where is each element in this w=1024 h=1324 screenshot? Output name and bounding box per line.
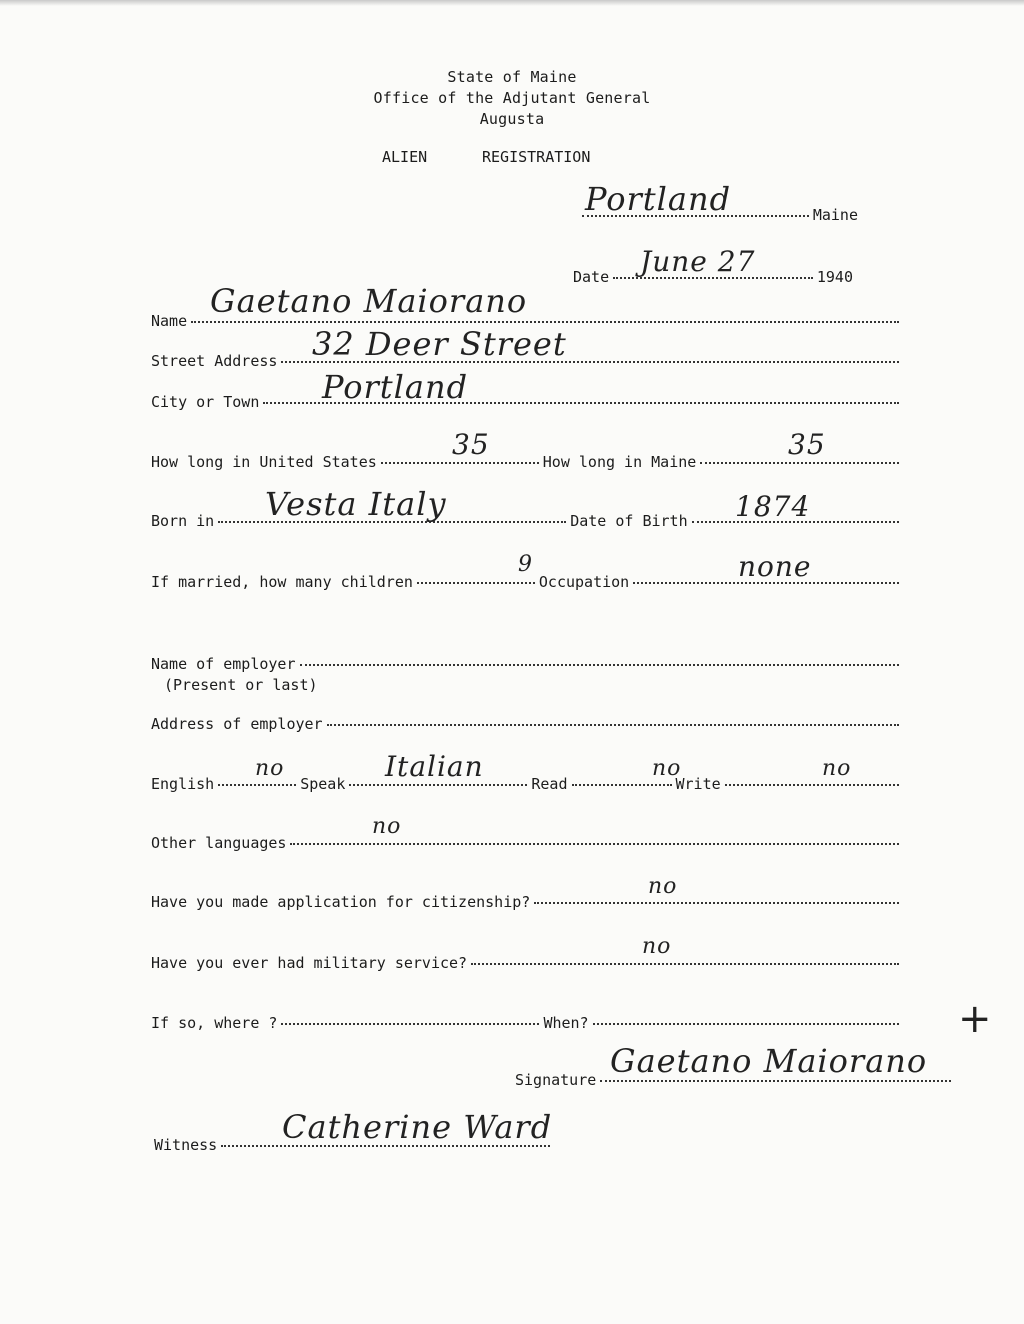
occupation-value: none [738, 550, 812, 583]
name-value: Gaetano Maiorano [210, 282, 528, 320]
military-label: Have you ever had military service? [151, 954, 468, 972]
where-label: If so, where ? [151, 1014, 278, 1032]
maine-long-dots [700, 462, 899, 464]
write-value: no [822, 756, 852, 781]
speak-dots [349, 784, 527, 786]
date-value: June 27 [640, 245, 756, 278]
header-office: Office of the Adjutant General [373, 89, 651, 107]
when-dots [593, 1023, 899, 1025]
children-label: If married, how many children [151, 573, 413, 591]
read-label: Read [531, 775, 568, 793]
name-dots [191, 321, 899, 323]
citizenship-row [151, 893, 903, 911]
where-row [151, 1014, 903, 1032]
occupation-label: Occupation [538, 573, 630, 591]
write-label: Write [675, 775, 721, 793]
other-lang-label: Other languages [151, 834, 287, 852]
title-alien: ALIEN [382, 148, 428, 166]
signature-dots [600, 1080, 951, 1082]
street-value: 32 Deer Street [312, 325, 567, 363]
place-suffix: Maine [812, 206, 858, 224]
english-value: no [255, 756, 285, 781]
employer-addr-dots [327, 724, 899, 726]
write-dots [725, 784, 899, 786]
employer-label: Name of employer [151, 655, 296, 673]
citizenship-value: no [648, 874, 678, 899]
us-long-dots [381, 462, 539, 464]
city-value: Portland [322, 368, 469, 406]
date-year: 1940 [816, 268, 853, 286]
speak-value: Italian [385, 750, 484, 783]
children-value: 9 [518, 552, 533, 577]
title-registration: REGISTRATION [482, 148, 591, 166]
english-label: English [151, 775, 215, 793]
military-dots [471, 963, 899, 965]
signature-value: Gaetano Maiorano [610, 1042, 928, 1080]
speak-label: Speak [300, 775, 346, 793]
us-long-label: How long in United States [151, 453, 377, 471]
other-lang-row [151, 834, 903, 852]
city-row [151, 393, 903, 411]
where-dots [281, 1023, 539, 1025]
english-dots [218, 784, 296, 786]
born-value: Vesta Italy [265, 485, 447, 523]
employer-addr-label: Address of employer [151, 715, 323, 733]
us-long-value: 35 [452, 428, 490, 461]
street-label: Street Address [151, 352, 278, 370]
military-value: no [642, 934, 672, 959]
dob-label: Date of Birth [570, 512, 688, 530]
when-label: When? [543, 1014, 589, 1032]
city-label: City or Town [151, 393, 260, 411]
maine-long-label: How long in Maine [542, 453, 697, 471]
other-lang-value: no [372, 814, 402, 839]
date-label: Date [573, 268, 610, 286]
read-value: no [652, 756, 682, 781]
other-lang-dots [290, 843, 899, 845]
employer-dots [300, 664, 900, 666]
place-value: Portland [585, 180, 732, 218]
header-city: Augusta [479, 110, 545, 128]
employer-addr-row [151, 715, 903, 733]
witness-value: Catherine Ward [282, 1108, 553, 1146]
header-state: State of Maine [447, 68, 577, 86]
citizenship-label: Have you made application for citizenship? [151, 893, 531, 911]
signature-label: Signature [515, 1071, 597, 1089]
children-dots [417, 582, 535, 584]
employer-row [151, 655, 903, 673]
employer-sub: (Present or last) [164, 676, 318, 694]
signature-mark: + [958, 996, 992, 1042]
read-dots [572, 784, 672, 786]
witness-label: Witness [154, 1136, 218, 1154]
scan-edge [0, 0, 1024, 6]
name-label: Name [151, 312, 188, 330]
citizenship-dots [534, 902, 899, 904]
born-label: Born in [151, 512, 215, 530]
military-row [151, 954, 903, 972]
maine-long-value: 35 [788, 428, 826, 461]
dob-value: 1874 [735, 490, 811, 523]
